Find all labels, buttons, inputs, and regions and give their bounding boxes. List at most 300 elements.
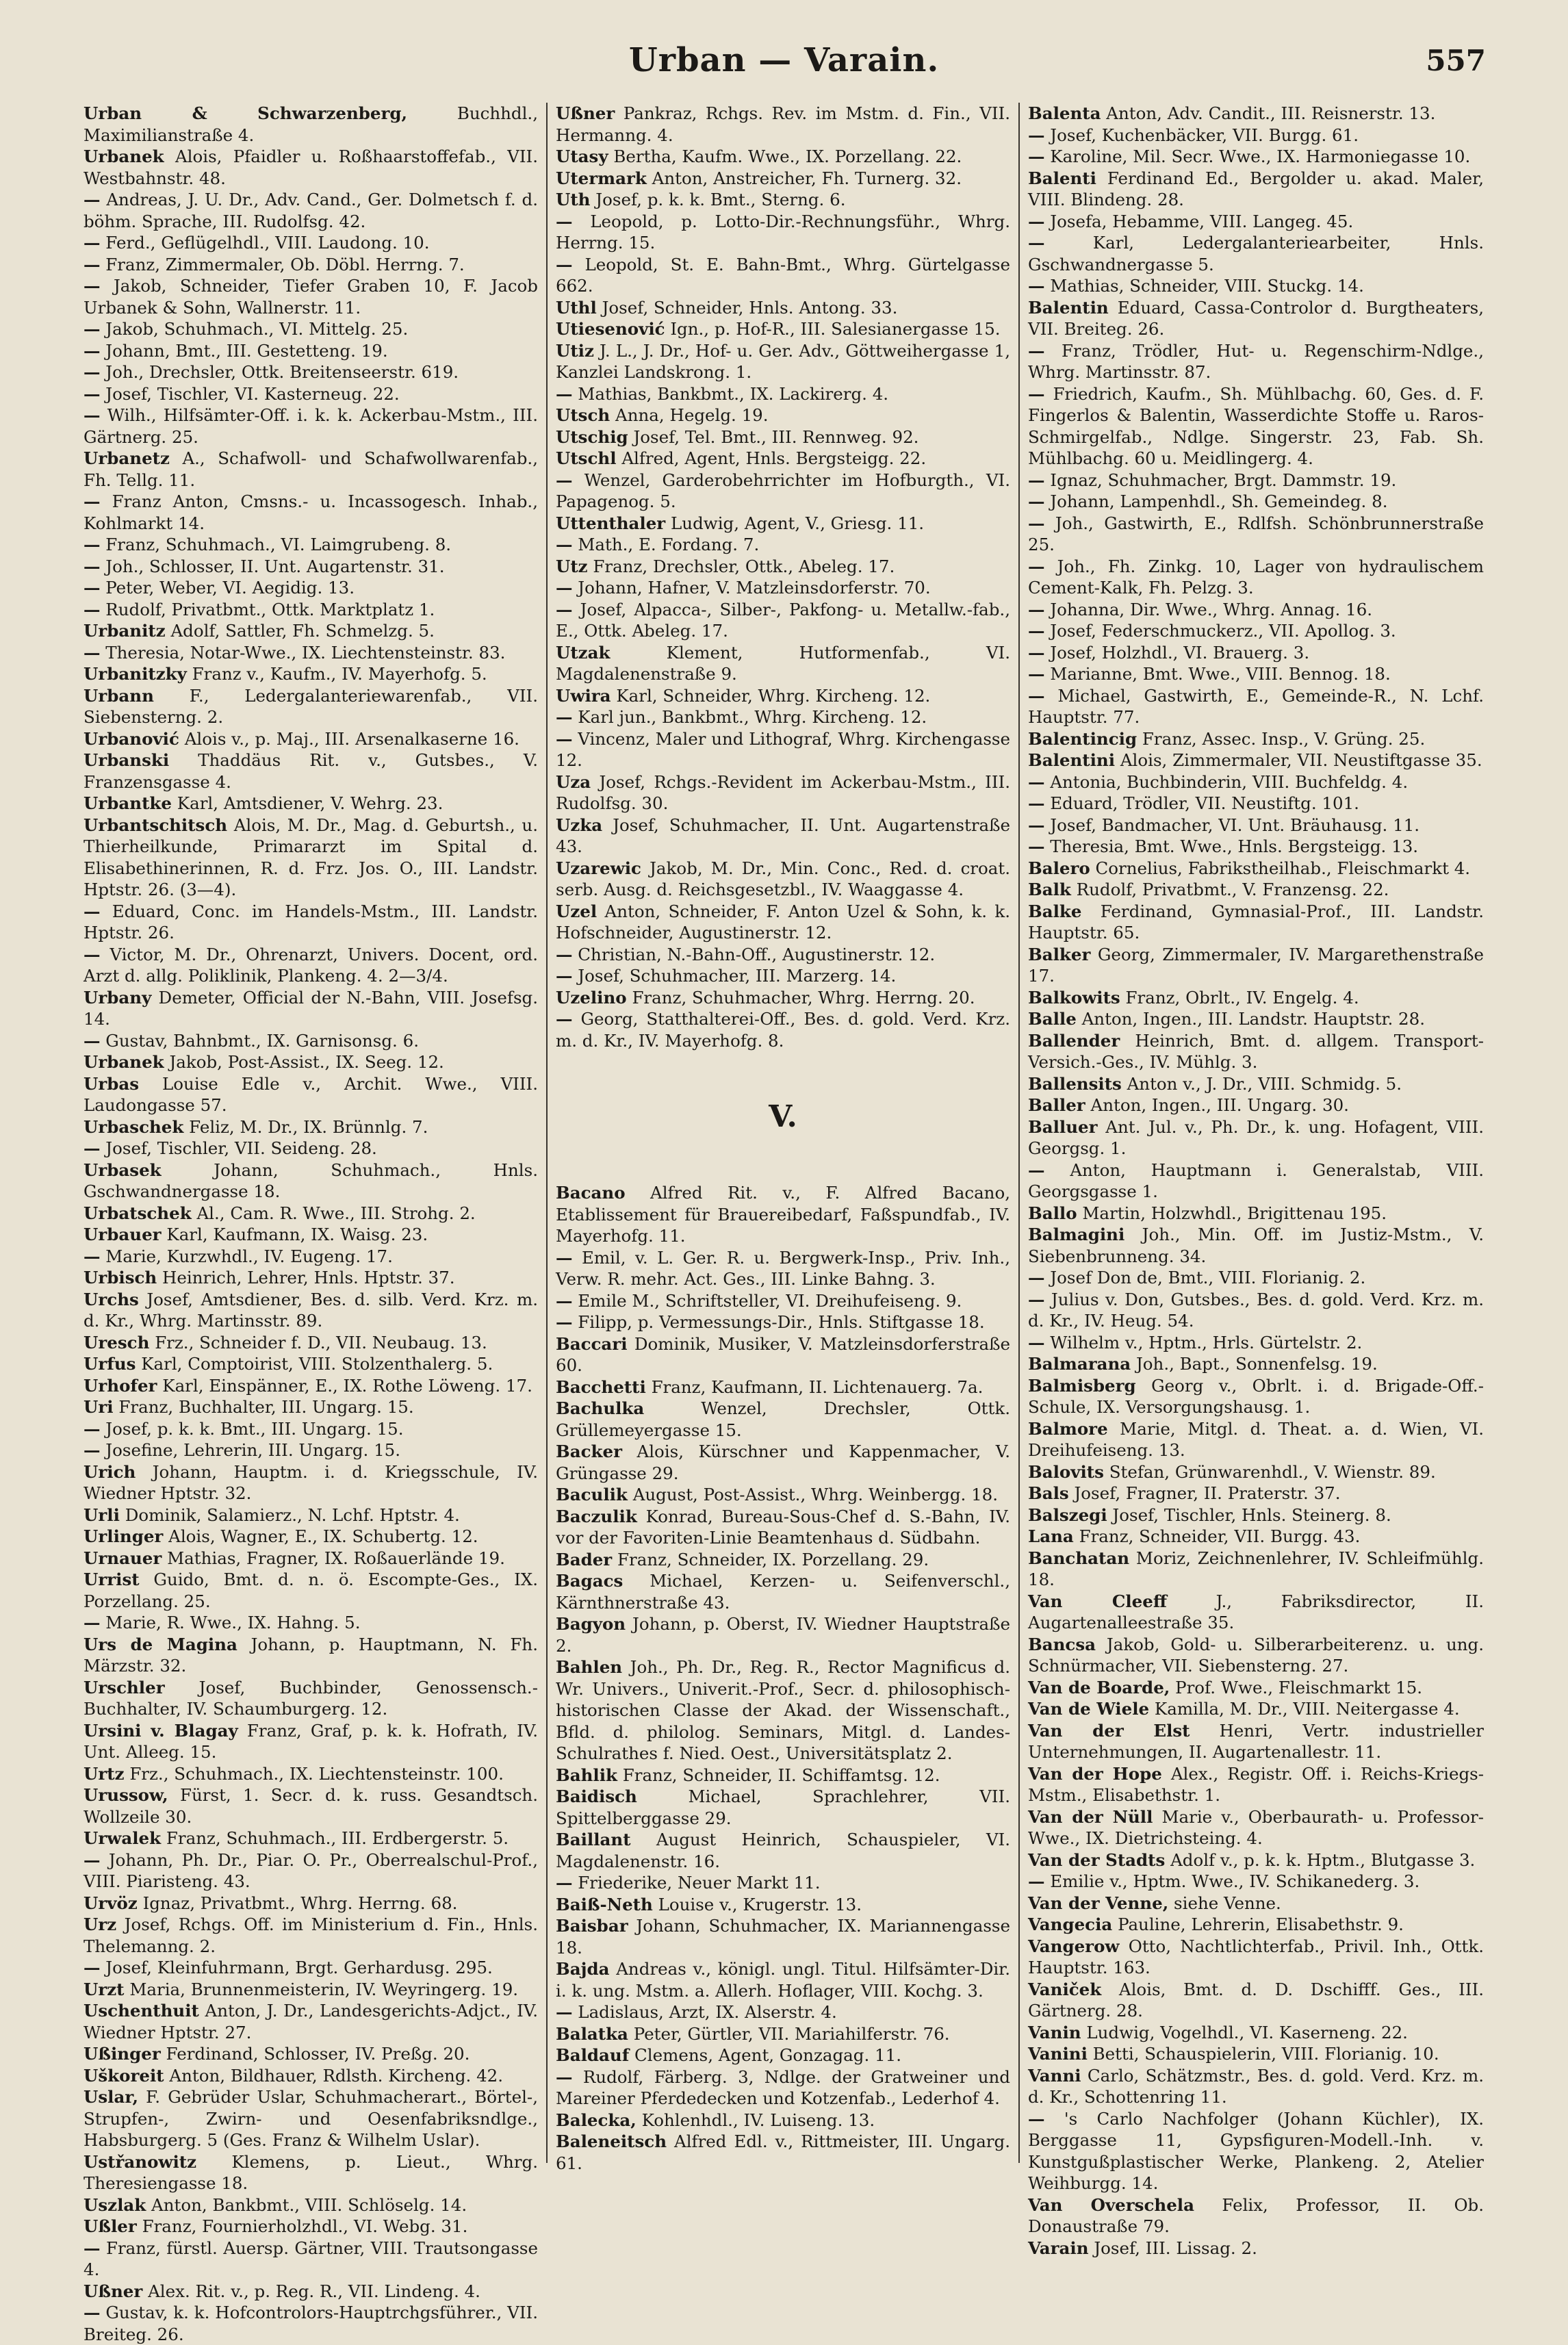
entry-name: — [83, 362, 101, 382]
column-right [1020, 103, 1492, 2258]
entry-details: Dominik, Salamierz., N. Lchf. Hptstr. 4. [125, 1504, 460, 1525]
entry-details: Alex., Registr. Off. i. Reichs-Kriegs-Mstm., Elisabethstr. 1. [1028, 1763, 1485, 1805]
entry-name: — [1028, 2108, 1045, 2129]
directory-entry [83, 1030, 538, 1052]
entry-name: — [1028, 556, 1045, 576]
directory-entry [556, 426, 1010, 448]
entry-details: Heinrich, Bmt. d. allgem. Transport-Versich.-Ges., IV. Mühlg. 3. [1028, 1030, 1484, 1072]
directory-entry [556, 1549, 1010, 1571]
directory-entry [556, 728, 1010, 771]
entry-name: Urbany [83, 987, 152, 1008]
entry-name: — [83, 405, 101, 425]
entry-details: Alfred Rit. v., F. Alfred Bacano, Etablissement für Brauereibedarf, Faßspundfab., IV. Mayerhofg. 11. [556, 1183, 1011, 1246]
entry-name: — [83, 254, 101, 274]
entry-details: siehe Venne. [1174, 1893, 1281, 1913]
entry-name: Utermark [556, 168, 647, 188]
directory-entry [556, 1872, 1010, 1894]
entry-details: Kohlenhdl., IV. Luiseng. 13. [641, 2110, 875, 2130]
entry-details: Wilhelm v., Hptm., Hrls. Gürtelstr. 2. [1050, 1332, 1363, 1353]
entry-details: Alois, Pfaidler u. Roßhaarstoffefab., VII. Westbahnstr. 48. [83, 146, 538, 188]
directory-entry [1028, 879, 1484, 901]
directory-entry [1028, 1483, 1484, 1504]
entry-details: Anton, Anstreicher, Fh. Turnerg. 32. [652, 168, 962, 188]
entry-name: — [556, 578, 573, 598]
entry-name: Bacchetti [556, 1376, 646, 1397]
entry-details: Buchhdl., Maximilianstraße 4. [83, 103, 538, 145]
entry-name: — [556, 728, 573, 749]
entry-details: Peter, Weber, VI. Aegidig. 13. [105, 578, 355, 598]
entry-details: Georg v., Obrlt. i. d. Brigade-Off.-Schule, IX. Versorgungshausg. 1. [1028, 1375, 1484, 1417]
entry-details: Franz, Assec. Insp., V. Grüng. 25. [1142, 728, 1426, 749]
entry-name: Utz [556, 556, 588, 576]
entry-name: — [1028, 125, 1045, 145]
entry-name: — [1028, 470, 1045, 490]
directory-entry [556, 1570, 1010, 1613]
column-middle [548, 103, 1020, 2173]
entry-name: — [556, 2002, 573, 2022]
entry-name: — [83, 2238, 101, 2258]
entry-name: Urbann [83, 685, 154, 706]
entry-name: Ballensits [1028, 1073, 1122, 1094]
directory-entry [1028, 1677, 1484, 1699]
entry-name: — [556, 599, 573, 619]
entry-details: Ludwig, Vogelhdl., VI. Kaserneng. 22. [1086, 2022, 1408, 2042]
column-left [75, 103, 548, 2344]
directory-entry [1028, 1634, 1484, 1677]
directory-entry [1028, 1418, 1484, 1461]
directory-entry [1028, 1936, 1484, 1979]
entry-name: — [83, 319, 101, 339]
entry-name: Bals [1028, 1483, 1069, 1503]
entry-name: Van Cleeff [1028, 1591, 1167, 1611]
entry-details: Johanna, Dir. Wwe., Whrg. Annag. 16. [1050, 599, 1373, 619]
entry-details: Alois, Kürschner und Kappenmacher, V. Grüngasse 29. [556, 1441, 1010, 1483]
entry-name: Van der Elst [1028, 1720, 1190, 1741]
directory-entry [1028, 901, 1484, 944]
entry-name: — [1028, 146, 1045, 166]
directory-entry [83, 793, 538, 815]
entry-name: — [1028, 340, 1045, 361]
directory-entry [1028, 1461, 1484, 1483]
entry-details: Josef, III. Lissag. 2. [1094, 2238, 1257, 2258]
entry-name: Urtz [83, 1763, 125, 1784]
directory-entry [83, 2151, 538, 2194]
directory-entry [83, 1957, 538, 1979]
entry-details: Anton, Ingen., III. Ungarg. 30. [1090, 1095, 1349, 1115]
entry-details: Friederike, Neuer Markt 11. [578, 1873, 821, 1893]
directory-entry [83, 232, 538, 254]
directory-entry [83, 1332, 538, 1354]
directory-entry [556, 297, 1010, 319]
entry-details: Franz, Graf, p. k. k. Hofrath, IV. Unt. Alleeg. 15. [83, 1720, 538, 1762]
entry-name: Utasy [556, 146, 608, 166]
directory-entry [556, 1441, 1010, 1484]
directory-entry [83, 2238, 538, 2281]
entry-details: Ignaz, Schuhmacher, Brgt. Dammstr. 19. [1050, 470, 1397, 490]
entry-details: Carlo, Schätzmstr., Bes. d. gold. Verd. Krz. m. d. Kr., Schottenring 11. [1028, 2065, 1484, 2107]
entry-name: Balkowits [1028, 987, 1120, 1008]
entry-details: Frz., Schneider f. D., VII. Neubaug. 13. [155, 1332, 487, 1353]
entry-name: — [83, 1613, 101, 1632]
entry-details: Otto, Nachtlichterfab., Privil. Inh., Ottk. Hauptstr. 163. [1028, 1936, 1484, 1977]
entry-details: Anton, Ingen., III. Landstr. Hauptstr. 28. [1081, 1009, 1426, 1029]
entry-details: Anton, Hauptmann i. Generalstab, VIII. Georgsgasse 1. [1028, 1159, 1484, 1201]
entry-details: Eduard, Conc. im Handels-Mstm., III. Landstr. Hptstr. 26. [83, 901, 538, 943]
directory-entry [556, 168, 1010, 190]
directory-entry [556, 470, 1010, 513]
entry-details: Josef, Schuhmacher, II. Unt. Augartenstraße 43. [556, 815, 1010, 856]
entry-name: — [83, 1418, 101, 1439]
entry-name: — [1028, 793, 1045, 813]
entry-details: Alois, M. Dr., Mag. d. Geburtsh., u. Thierheilkunde, Primararzt im Spital d. Elisabethinerinnen, R. d. Frz. Jos. O., III. Landstr. Hptstr. 26. (3—4). [83, 815, 538, 899]
directory-entry [1028, 1332, 1484, 1354]
entry-name: Ustřanowitz [83, 2151, 197, 2172]
entry-name: Uslar, [83, 2087, 138, 2107]
entry-name: Varain [1028, 2238, 1089, 2258]
directory-entry [1028, 2065, 1484, 2108]
entry-name: Bajda [556, 1959, 610, 1979]
entry-name: — [556, 1009, 573, 1029]
entry-name: Bacano [556, 1183, 626, 1203]
entry-details: Anton, Bankbmt., VIII. Schlöselg. 14. [151, 2194, 467, 2215]
entry-name: Vanini [1028, 2044, 1088, 2064]
directory-entry [83, 728, 538, 750]
entry-details: Karl, Ledergalanteriearbeiter, Hnls. Gschwandnergasse 5. [1028, 233, 1485, 274]
entry-details: Josef, p. k. k. Bmt., III. Ungarg. 15. [105, 1418, 404, 1439]
entry-name: Bagacs [556, 1571, 624, 1591]
directory-entry [556, 1894, 1010, 1916]
entry-name: — [83, 578, 101, 598]
entry-name: Urchs [83, 1289, 139, 1309]
entry-name: — [83, 944, 101, 964]
entry-details: Alois v., p. Maj., III. Arsenalkaserne 16. [184, 728, 519, 749]
directory-entry [556, 1398, 1010, 1441]
entry-name: Bancsa [1028, 1634, 1096, 1654]
entry-name: Balentincig [1028, 728, 1138, 749]
entry-details: Josef, Federschmuckerz., VII. Apollog. 3. [1050, 621, 1396, 641]
entry-name: Balmisberg [1028, 1375, 1136, 1396]
entry-details: Gustav, Bahnbmt., IX. Garnisonsg. 6. [105, 1030, 419, 1051]
directory-entry [556, 1915, 1010, 1958]
entry-details: Marie v., Oberbaurath- u. Professor-Wwe., IX. Dietrichsteing. 4. [1028, 1806, 1484, 1848]
entry-name: Urz [83, 1914, 117, 1934]
directory-entry [83, 1461, 538, 1504]
entry-name: Uresch [83, 1332, 150, 1353]
entry-details: J., Fabriksdirector, II. Augartenalleestraße 35. [1028, 1591, 1484, 1632]
entry-name: Ballo [1028, 1203, 1077, 1223]
entry-details: Fürst, 1. Secr. d. k. russ. Gesandtsch. Wollzeile 30. [83, 1785, 538, 1827]
directory-entry [556, 254, 1010, 297]
entry-name: — [83, 535, 101, 554]
entry-details: Prof. Wwe., Fleischmarkt 15. [1175, 1677, 1423, 1697]
entry-details: Michael, Kerzen- u. Seifenverschl., Kärnthnerstraße 43. [556, 1571, 1011, 1613]
entry-details: Andreas, J. U. Dr., Adv. Cand., Ger. Dolmetsch f. d. böhm. Sprache, III. Rudolfsg. 42. [83, 190, 538, 231]
directory-entry [556, 2131, 1010, 2174]
directory-entry [1028, 2194, 1484, 2238]
entry-details: Josef Don de, Bmt., VIII. Florianig. 2. [1050, 1268, 1366, 1287]
entry-details: Franz, fürstl. Auersp. Gärtner, VIII. Trautsongasse 4. [83, 2238, 538, 2279]
entry-name: — [83, 276, 101, 296]
entry-details: Georg, Zimmermaler, IV. Margarethenstraße 17. [1028, 944, 1484, 986]
page-number: 557 [1426, 44, 1486, 77]
directory-entry [83, 1159, 538, 1203]
entry-name: Uzka [556, 815, 603, 835]
directory-entry [83, 1375, 538, 1397]
entry-name: Ußner [83, 2281, 143, 2301]
directory-entry [83, 1289, 538, 1332]
directory-entry [556, 318, 1010, 340]
directory-entry [556, 987, 1010, 1009]
entry-name: Uškoreit [83, 2065, 164, 2086]
entry-details: Jakob, Schneider, Tiefer Graben 10, F. Jacob Urbanek & Sohn, Wallnerstr. 11. [83, 276, 538, 318]
directory-entry [83, 2281, 538, 2303]
entry-name: — [1028, 491, 1045, 511]
entry-details: Filipp, p. Vermessungs-Dir., Hnls. Stiftgasse 18. [578, 1312, 985, 1332]
entry-details: Franz, Schuhmacher, Whrg. Herrng. 20. [632, 987, 975, 1008]
entry-name: Baisbar [556, 1916, 628, 1936]
directory-entry [556, 211, 1010, 254]
entry-details: Emil, v. L. Ger. R. u. Bergwerk-Insp., Priv. Inh., Verw. R. mehr. Act. Ges., III. Linke Bahng. 3. [556, 1247, 1011, 1289]
entry-details: Leopold, St. E. Bahn-Bmt., Whrg. Gürtelgasse 662. [556, 254, 1010, 296]
entry-name: Utiesenović [556, 319, 665, 339]
entry-name: — [1028, 1332, 1045, 1353]
entry-details: Demeter, Official der N.-Bahn, VIII. Josefsg. 14. [83, 987, 538, 1029]
directory-entry [556, 1656, 1010, 1765]
entry-name: — [556, 535, 573, 554]
entry-details: Vincenz, Maler und Lithograf, Whrg. Kirchengasse 12. [556, 728, 1010, 770]
entry-name: Balmarana [1028, 1354, 1131, 1374]
directory-entry [83, 1569, 538, 1612]
entry-name: Uzarewic [556, 858, 641, 878]
entry-details: Rudolf, Privatbmt., V. Franzensg. 22. [1076, 880, 1389, 899]
entry-name: Utzak [556, 642, 611, 663]
entry-name: — [556, 966, 573, 986]
directory-entry [556, 706, 1010, 728]
directory-entry [83, 340, 538, 362]
entry-name: Balovits [1028, 1461, 1104, 1482]
entry-name: Urs de Magina [83, 1634, 237, 1654]
entry-details: Alois, Zimmermaler, VII. Neustiftgasse 35. [1120, 750, 1482, 770]
entry-details: Joh., Ph. Dr., Reg. R., Rector Magnificus d. Wr. Univers., Univerit.-Prof., Secr. d. philosophisch-historischen Classe der Akad. der Wissenschaft., Bfld. d. philolog. Seminars, Mitgl. d. Landes-Schulrathes f. Nied. Oest., Universitätsplatz 2. [556, 1657, 1010, 1763]
entry-name: Urich [83, 1461, 136, 1482]
entry-name: Van Overschela [1028, 2194, 1194, 2215]
directory-entry [1028, 728, 1484, 750]
entry-name: Bachulka [556, 1398, 645, 1418]
directory-entry [83, 1051, 538, 1073]
directory-entry [556, 2045, 1010, 2066]
directory-entry [556, 815, 1010, 858]
directory-entry [83, 1914, 538, 1957]
entry-name: — [556, 254, 573, 274]
directory-entry [556, 1008, 1010, 1051]
entry-details: Franz, Trödler, Hut- u. Regenschirm-Ndlge., Whrg. Martinsstr. 87. [1028, 340, 1484, 382]
directory-entry [1028, 663, 1484, 685]
directory-entry [1028, 620, 1484, 642]
entry-details: Emilie v., Hptm. Wwe., IV. Schikanederg. 3. [1050, 1871, 1420, 1891]
entry-name: Urvöz [83, 1893, 138, 1913]
entry-name: — [83, 642, 101, 663]
directory-entry [1028, 793, 1484, 815]
entry-name: — [83, 340, 101, 361]
directory-entry [83, 1504, 538, 1526]
directory-entry [556, 1484, 1010, 1506]
entry-name: Urbatschek [83, 1203, 192, 1223]
entry-name: Balero [1028, 858, 1090, 878]
entry-details: Johann, Bmt., III. Gestetteng. 19. [105, 340, 388, 361]
directory-entry [83, 577, 538, 599]
entry-name: — [556, 211, 573, 231]
entry-details: Louise Edle v., Archit. Wwe., VIII. Laudongasse 57. [83, 1073, 538, 1115]
entry-details: Leopold, p. Lotto-Dir.-Rechnungsführ., Whrg. Herrng. 15. [556, 211, 1010, 253]
directory-entry [83, 405, 538, 448]
entry-name: — [556, 470, 573, 490]
directory-entry [1028, 103, 1484, 125]
entry-name: Urnauer [83, 1548, 162, 1568]
directory-entry [1028, 1914, 1484, 1936]
directory-entry [83, 1893, 538, 1914]
entry-name: Urussow, [83, 1785, 168, 1805]
entry-details: Joh., Drechsler, Ottk. Breitenseerstr. 619. [105, 362, 459, 382]
entry-details: 's Carlo Nachfolger (Johann Küchler), IX. Berggasse 11, Gypsfiguren-Modell.-Inh. v. Kunstgußplastischer Werke, Plankeng. 2, Atelier Weihburgg. 14. [1028, 2108, 1484, 2193]
directory-entry [556, 513, 1010, 535]
entry-details: Ant. Jul. v., Ph. Dr., k. ung. Hofagent, VIII. Georgsg. 1. [1028, 1116, 1484, 1158]
entry-details: Anton, Adv. Candit., III. Reisnerstr. 13. [1106, 103, 1436, 123]
entry-details: Johann, Lampenhdl., Sh. Gemeindeg. 8. [1050, 491, 1388, 511]
entry-name: — [83, 599, 101, 619]
entry-details: Johann, Ph. Dr., Piar. O. Pr., Oberrealschul-Prof., VIII. Piaristeng. 43. [83, 1849, 538, 1891]
directory-entry [556, 901, 1010, 944]
directory-entry [1028, 340, 1484, 383]
entry-name: Urli [83, 1504, 120, 1525]
entry-name: Balszegi [1028, 1504, 1107, 1525]
directory-entry [83, 189, 538, 232]
entry-details: Ferdinand Ed., Bergolder u. akad. Maler, VIII. Blindeng. 28. [1028, 168, 1484, 209]
directory-entry [83, 146, 538, 189]
entry-name: Balmagini [1028, 1225, 1125, 1244]
directory-entry [1028, 749, 1484, 771]
entry-details: Bertha, Kaufm. Wwe., IX. Porzellang. 22. [613, 146, 962, 166]
entry-details: Franz, Buchhalter, III. Ungarg. 15. [118, 1397, 414, 1417]
entry-details: Eduard, Cassa-Controlor d. Burgtheaters, VII. Breiteg. 26. [1028, 297, 1484, 339]
entry-details: Rudolf, Färberg. 3, Ndlge. der Gratweiner und Mareiner Pferdedecken und Kotzenfab., Lederhof 4. [556, 2066, 1010, 2108]
entry-details: Felix, Professor, II. Ob. Donaustraße 79. [1028, 2194, 1485, 2236]
directory-entry [83, 901, 538, 944]
entry-details: Alex. Rit. v., p. Reg. R., VII. Lindeng. 4. [148, 2281, 480, 2301]
entry-name: Uzel [556, 901, 597, 921]
directory-entry [83, 254, 538, 276]
directory-entry [556, 1829, 1010, 1872]
entry-details: Johann, p. Hauptmann, N. Fh. Märzstr. 32. [83, 1634, 538, 1676]
directory-entry [1028, 1224, 1484, 1267]
directory-entry [83, 1224, 538, 1246]
directory-entry [556, 189, 1010, 211]
entry-details: Johann, Schuhmacher, IX. Mariannengasse 18. [556, 1916, 1010, 1958]
directory-entry [556, 1958, 1010, 2001]
entry-name: Baccari [556, 1333, 628, 1354]
entry-name: Urbanek [83, 146, 164, 166]
directory-entry [556, 1182, 1010, 1247]
entry-name: Banchatan [1028, 1548, 1130, 1568]
entry-name: Uri [83, 1397, 114, 1417]
directory-entry [1028, 513, 1484, 556]
entry-details: F., Ledergalanteriewarenfab., VII. Siebensterng. 2. [83, 685, 538, 727]
entry-details: Franz, Kaufmann, II. Lichtenauerg. 7a. [651, 1376, 984, 1397]
directory-entry [556, 1333, 1010, 1376]
entry-details: F. Gebrüder Uslar, Schuhmacherart., Börtel-, Strupfen-, Zwirn- und Oesenfabriksndlge., Habsburgerg. 5 (Ges. Franz & Wilhelm Uslar). [83, 2087, 539, 2150]
entry-details: Michael, Gastwirth, E., Gemeinde-R., N. Lchf. Hauptstr. 77. [1028, 685, 1484, 727]
entry-name: Vangerow [1028, 1936, 1120, 1956]
entry-details: Franz, Zimmermaler, Ob. Döbl. Herrng. 7. [105, 254, 465, 274]
entry-name: Urbanetz [83, 448, 170, 468]
entry-details: Michael, Sprachlehrer, VII. Spittelberggasse 29. [556, 1786, 1010, 1828]
entry-details: Guido, Bmt. d. n. ö. Escompte-Ges., IX. Porzellang. 25. [83, 1569, 538, 1611]
entry-name: — [556, 707, 573, 727]
entry-name: Balentini [1028, 750, 1116, 770]
entry-name: — [83, 1849, 101, 1870]
entry-name: Vangecia [1028, 1914, 1113, 1934]
directory-entry [556, 1376, 1010, 1398]
entry-details: Pankraz, Rchgs. Rev. im Mstm. d. Fin., VII. Hermanng. 4. [556, 103, 1010, 145]
directory-entry [83, 1439, 538, 1461]
entry-name: — [556, 383, 573, 404]
directory-entry [1028, 470, 1484, 491]
entry-details: Anton, J. Dr., Landesgerichts-Adjct., IV. Wiedner Hptstr. 27. [83, 2001, 539, 2042]
entry-name: — [1028, 513, 1045, 533]
entry-details: Franz, Obrlt., IV. Engelg. 4. [1125, 987, 1359, 1008]
entry-name: Urbisch [83, 1268, 157, 1287]
entry-details: Josef, Holzhdl., VI. Brauerg. 3. [1050, 642, 1310, 663]
entry-name: Vanni [1028, 2065, 1081, 2086]
entry-details: Josef, Rchgs.-Revident im Ackerbau-Mstm., III. Rudolfsg. 30. [556, 771, 1011, 813]
directory-entry [1028, 685, 1484, 728]
directory-entry [1028, 232, 1484, 275]
directory-entry [83, 1116, 538, 1138]
entry-name: Utschig [556, 426, 628, 447]
entry-details: Josef, Alpacca-, Silber-, Pakfong- u. Metallw.-fab., E., Ottk. Abeleg. 17. [556, 599, 1010, 641]
directory-entry [83, 1073, 538, 1116]
entry-details: August Heinrich, Schauspieler, VI. Magdalenenstr. 16. [556, 1830, 1010, 1871]
directory-entry [556, 405, 1010, 426]
entry-name: Lana [1028, 1526, 1074, 1546]
entry-name: Utiz [556, 340, 594, 361]
directory-entry [1028, 858, 1484, 880]
entry-details: Georg, Statthalterei-Off., Bes. d. gold. Verd. Krz. m. d. Kr., IV. Mayerhofg. 8. [556, 1009, 1010, 1051]
entry-name: Urbasek [83, 1159, 162, 1180]
entry-details: Franz, Fournierholzhdl., VI. Webg. 31. [142, 2216, 468, 2236]
directory-entry [556, 685, 1010, 707]
entry-name: Baleneitsch [556, 2131, 667, 2151]
entry-name: Van der Hope [1028, 1763, 1162, 1784]
entry-details: Math., E. Fordang. 7. [578, 535, 760, 554]
entry-details: Cornelius, Fabrikstheilhab., Fleischmarkt 4. [1095, 858, 1471, 878]
entry-details: Antonia, Buchbinderin, VIII. Buchfeldg. 4. [1050, 771, 1409, 792]
entry-name: Van der Nüll [1028, 1806, 1153, 1827]
directory-entry [83, 2194, 538, 2216]
directory-entry [83, 383, 538, 405]
directory-entry [1028, 1893, 1484, 1914]
entry-details: Louise v., Krugerstr. 13. [658, 1894, 862, 1914]
directory-entry [1028, 1353, 1484, 1375]
entry-details: Thaddäus Rit. v., Gutsbes., V. Franzensgasse 4. [83, 750, 538, 792]
entry-name: Balker [1028, 944, 1091, 964]
entry-name: Uth [556, 190, 591, 209]
entry-name: Uschenthuit [83, 2001, 199, 2021]
entry-details: Josef, Buchbinder, Genossensch.-Buchhalter, IV. Schaumburgerg. 12. [83, 1677, 538, 1719]
entry-name: — [1028, 1159, 1045, 1180]
entry-name: Vaniček [1028, 1979, 1102, 1999]
directory-entry [83, 1720, 538, 1763]
directory-entry [1028, 383, 1484, 470]
